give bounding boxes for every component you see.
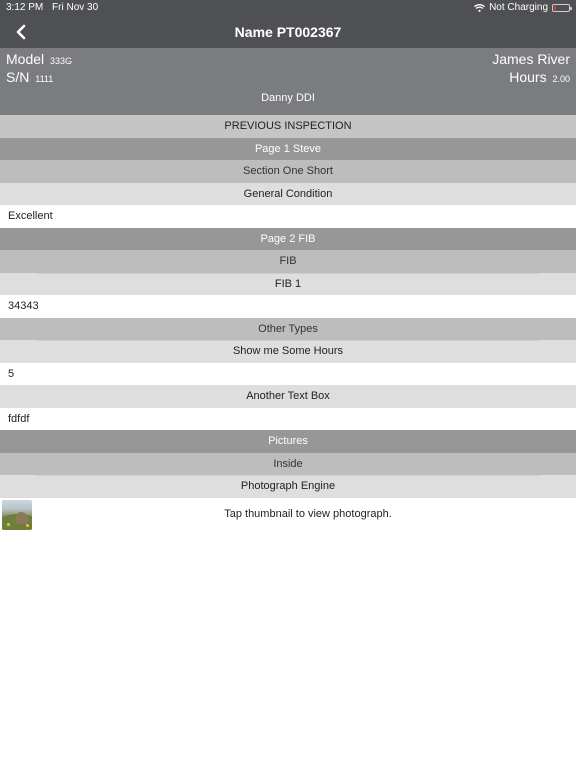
chevron-left-icon: [15, 24, 27, 40]
photo-row: [0, 498, 576, 531]
previous-inspection-header[interactable]: PREVIOUS INSPECTION: [0, 115, 576, 138]
question-general-condition: General Condition: [0, 183, 576, 206]
hours-value: 2.00: [552, 74, 570, 84]
hours-info: [509, 69, 570, 85]
question-photograph-engine: Photograph Engine: [0, 475, 576, 498]
photo-caption: Tap thumbnail to view photograph.: [224, 508, 392, 520]
info-row-serial: [6, 69, 570, 85]
section-header-pictures: Pictures: [0, 430, 576, 453]
page-header-1: Page 1 Steve: [0, 138, 576, 161]
section-header-other-types: Other Types: [0, 318, 576, 341]
question-fib1: FIB 1: [0, 273, 576, 296]
inspector-name: Danny DDI: [261, 92, 315, 104]
serial-info: [6, 69, 53, 85]
thumbnail-rock: [16, 512, 28, 524]
charging-status: Not Charging: [489, 2, 548, 13]
equipment-info-panel: [0, 48, 576, 115]
model-value: 333G: [50, 56, 73, 66]
answer-another-text-box[interactable]: fdfdf: [0, 408, 576, 431]
answer-general-condition[interactable]: Excellent: [0, 205, 576, 228]
back-button[interactable]: [10, 21, 32, 43]
thumbnail-flower: [7, 523, 10, 526]
question-show-hours: Show me Some Hours: [0, 340, 576, 363]
hours-label: Hours: [509, 69, 547, 85]
wifi-icon: [474, 4, 485, 12]
status-date: Fri Nov 30: [52, 2, 99, 13]
status-left: [6, 2, 104, 13]
photo-thumbnail[interactable]: [2, 500, 32, 530]
section-header-inside: Inside: [0, 453, 576, 476]
section-header-fib: FIB: [0, 250, 576, 273]
location-value: James River: [492, 51, 570, 67]
section-header-one: Section One Short: [0, 160, 576, 183]
page-header-2: Page 2 FIB: [0, 228, 576, 251]
inspection-list: [0, 115, 576, 531]
battery-icon: [552, 4, 570, 12]
status-bar: [0, 0, 576, 15]
model-info: [6, 51, 72, 67]
status-right: [474, 2, 570, 13]
sn-label: S/N: [6, 69, 30, 85]
sn-value: 1111: [35, 74, 54, 84]
nav-bar: [0, 15, 576, 48]
info-row-model: [6, 51, 570, 67]
page-title: Name PT002367: [234, 23, 342, 40]
model-label: Model: [6, 51, 45, 67]
status-time: 3:12 PM: [6, 2, 44, 13]
question-another-text-box: Another Text Box: [0, 385, 576, 408]
answer-show-hours[interactable]: 5: [0, 363, 576, 386]
thumbnail-flower: [26, 524, 29, 527]
answer-fib1[interactable]: 34343: [0, 295, 576, 318]
